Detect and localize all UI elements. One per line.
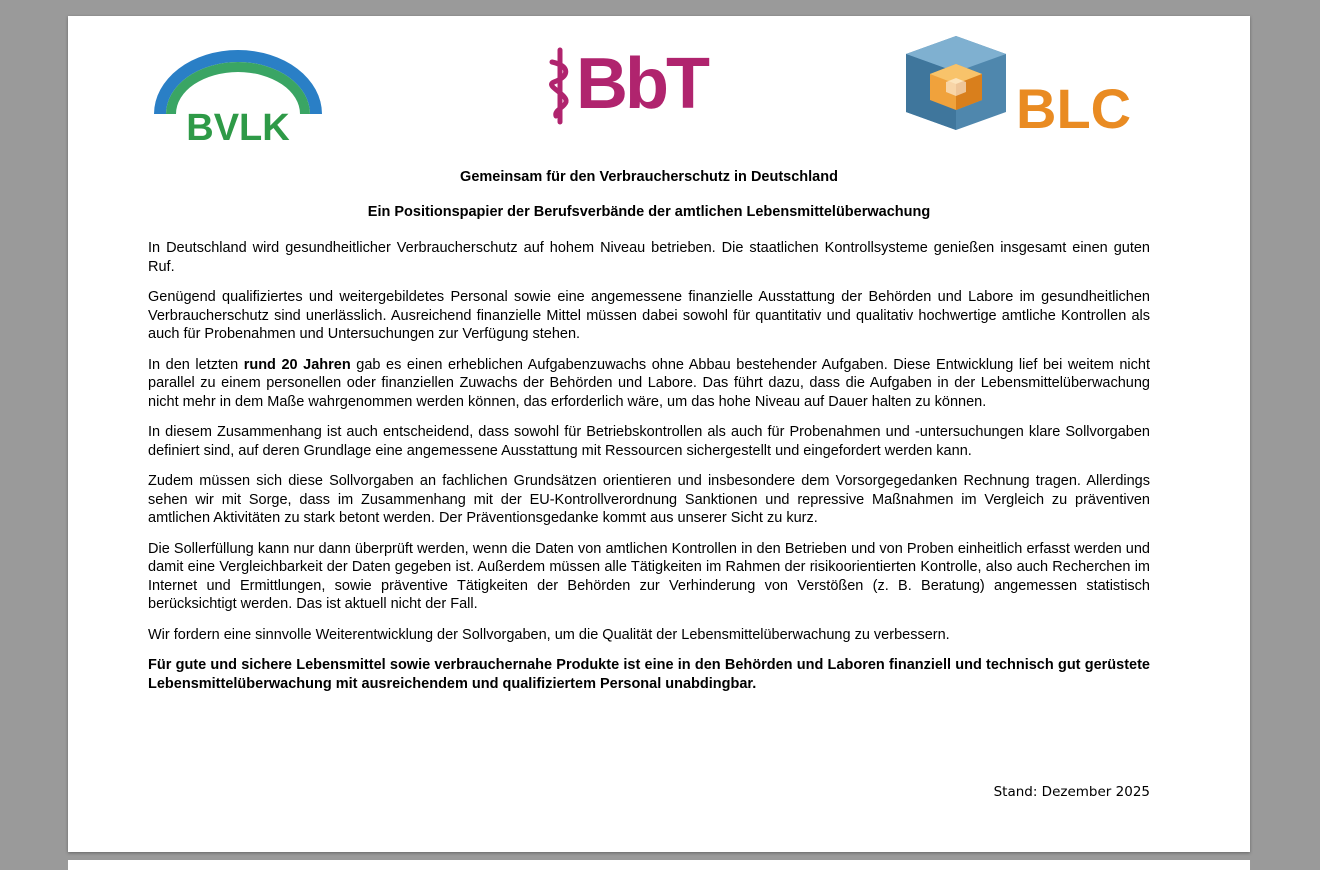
paragraph-3-end: gab es einen erheblichen Aufgabenzuwachs ohne Abbau bestehender Aufgaben. Diese Entwicklung lief bei weitem nicht parallel zu einem personellen oder finanziellen Zuwachs der Behörden und Labore. Das führt dazu, dass die Aufgaben in der Lebensmittelüberwachung nicht mehr in dem Maße wahrgenommen werden können, das erforderlich wäre, um das hohe Niveau auf Dauer halten zu können. <box>148 356 1150 410</box>
document-title: Gemeinsam für den Verbraucherschutz in Deutschland <box>460 169 838 185</box>
bbt-logo-text: BbT <box>576 44 707 124</box>
document-body <box>148 239 1150 693</box>
paragraph-3-start: In den letzten <box>148 356 244 373</box>
document-subtitle: Ein Positionspapier der Berufsverbände der amtlichen Lebensmittelüberwachung <box>367 204 931 220</box>
paragraph-4: In diesem Zusammenhang ist auch entscheidend, dass sowohl für Betriebskontrollen als auch für Probenahmen und -untersuchungen klare Sollvorgaben definiert sind, auf deren Grundlage eine angemessene Ausstattung mit Ressourcen sichergestellt und eingefordert werden kann. <box>148 424 1150 459</box>
cube-icon <box>906 36 1006 130</box>
paragraph-6: Die Sollerfüllung kann nur dann überprüft werden, wenn die Daten von amtlichen Kontrollen in den Betrieben und von Proben einheitlich erfasst werden und damit eine Vergleichbarkeit der Daten gegeben ist. Außerdem müssen alle Tätigkeiten im Rahmen der risikoorientierten Kontrolle, also auch Recherchen im Internet und Ermittlungen, sowie präventive Tätigkeiten der Behörden zur Verhinderung von Verstößen (z. B. Beratung) angemessen statistisch berücksichtigt werden. Das ist aktuell nicht der Fall. <box>148 540 1150 612</box>
paragraph-8-conclusion: Für gute und sichere Lebensmittel sowie verbrauchernahe Produkte ist eine in den Behörden und Laboren finanziell und technisch gut gerüstete Lebensmittelüberwachung mit ausreichendem und qualifiziertem Personal unabdingbar. <box>148 657 1150 692</box>
next-page-edge <box>68 860 1250 870</box>
paragraph-5: Zudem müssen sich diese Sollvorgaben an fachlichen Grundsätzen orientieren und insbesondere dem Vorsorgegedanken Rechnung tragen. Allerdings sehen wir mit Sorge, dass im Zusammenhang mit der EU-Kontrollverordnung Sanktionen und repressive Maßnahmen im Vergleich zu präventiven amtlichen Aktivitäten zu stark betont werden. Der Präventionsgedanke kommt aus unserer Sicht zu kurz. <box>148 473 1150 526</box>
document-date: Stand: Dezember 2025 <box>993 784 1150 800</box>
bbt-logo <box>546 46 716 126</box>
blc-logo <box>904 34 1134 144</box>
document-content <box>148 168 1150 705</box>
paragraph-2: Genügend qualifiziertes und weitergebildetes Personal sowie eine angemessene finanzielle Ausstattung der Behörden und Labore im gesundheitlichen Verbraucherschutz sind unerlässlich. Ausreichend finanzielle Mittel müssen dabei sowohl für quantitativ und qualitativ hochwertige amtliche Kontrollen als auch für Probenahmen und Untersuchungen zur Verfügung stehen. <box>148 289 1150 342</box>
paragraph-7: Wir fordern eine sinnvolle Weiterentwicklung der Sollvorgaben, um die Qualität der Lebensmittelüberwachung zu verbessern. <box>148 626 950 643</box>
paragraph-3 <box>148 356 1150 412</box>
paragraph-1: In Deutschland wird gesundheitlicher Verbraucherschutz auf hohem Niveau betrieben. Die staatlichen Kontrollsysteme genießen insgesamt einen guten Ruf. <box>148 240 1150 275</box>
bvlk-logo-text: BVLK <box>186 107 290 149</box>
caduceus-icon <box>552 50 567 122</box>
blc-logo-text: BLC <box>1016 77 1132 140</box>
document-page <box>68 16 1250 852</box>
bvlk-logo <box>150 42 326 149</box>
paragraph-3-emphasis: rund 20 Jahren <box>243 356 351 373</box>
